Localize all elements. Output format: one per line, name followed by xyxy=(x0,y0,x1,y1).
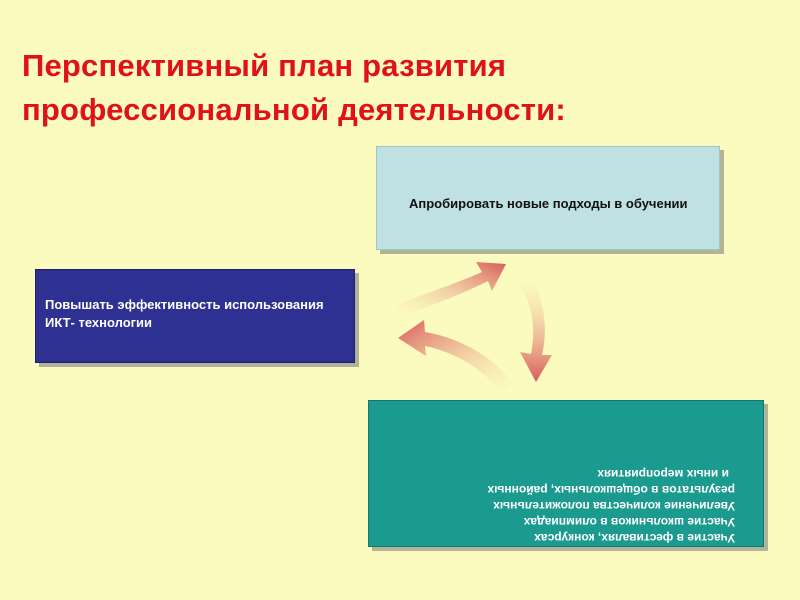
title-line-2: профессиональной деятельности: xyxy=(22,92,566,127)
goal-text-ict: Повышать эффективность использования ИКТ- технологии xyxy=(45,297,324,330)
participation-item-1: Участие в фестивалях, конкурсах xyxy=(534,531,735,545)
participation-item-5: и иных мероприятиях xyxy=(597,467,729,481)
participation-item-2: Участие школьников в олимпиадах xyxy=(523,515,735,529)
curved-arrow-icon xyxy=(396,262,506,316)
participation-item-3: Увеличение количества положительных xyxy=(493,499,735,513)
participation-item-4: результатов в общешкольных, районных xyxy=(487,483,735,497)
curved-arrow-icon xyxy=(518,275,552,382)
title-line-1: Перспективный план развития xyxy=(22,48,507,83)
curved-arrow-icon xyxy=(398,320,512,394)
goal-text-approbation: Апробировать новые подходы в обучении xyxy=(409,196,688,211)
